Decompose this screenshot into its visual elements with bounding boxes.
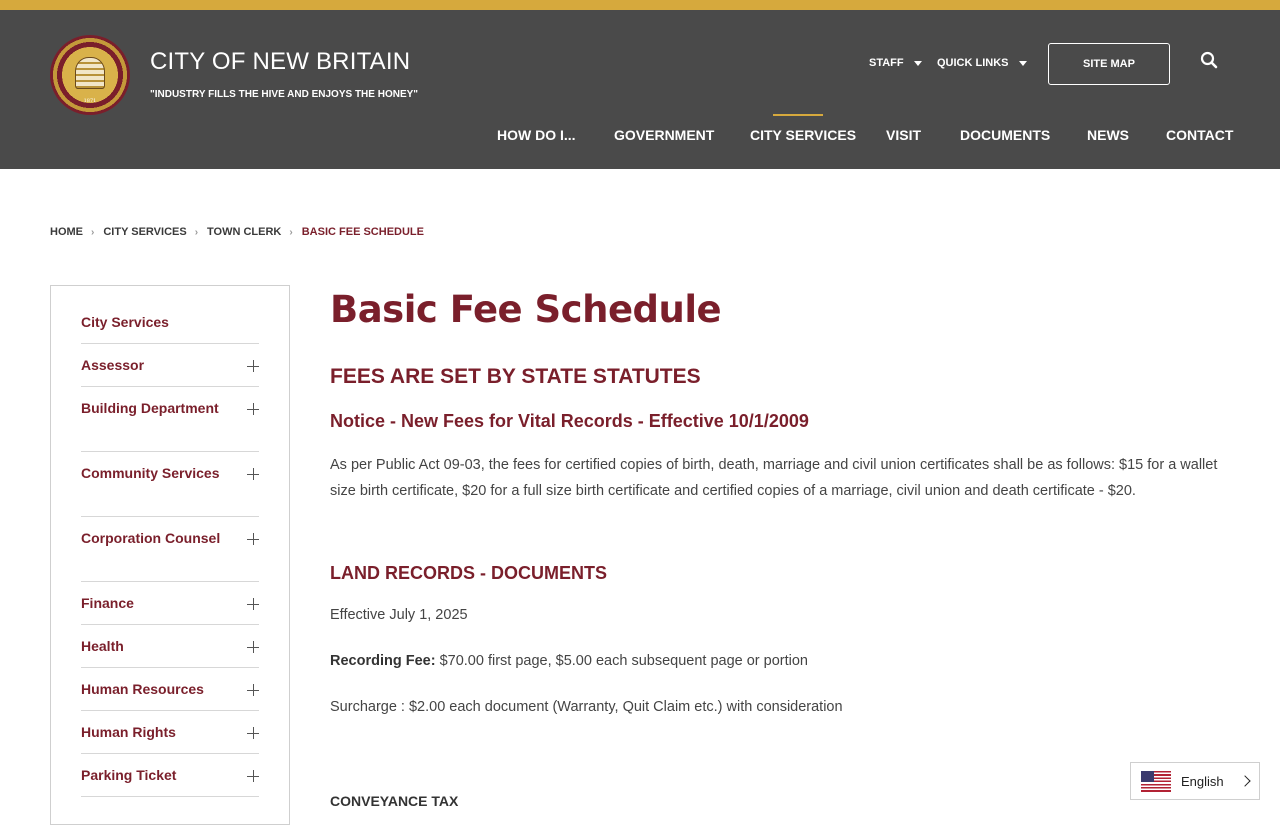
sidebar-divider xyxy=(81,710,259,711)
nav-government[interactable]: GOVERNMENT xyxy=(614,127,715,143)
language-selector[interactable] xyxy=(1130,762,1260,800)
sidebar-item-health[interactable]: Health xyxy=(81,638,124,654)
page-title: Basic Fee Schedule xyxy=(330,288,722,331)
nav-news[interactable]: NEWS xyxy=(1087,127,1129,143)
sidebar-divider xyxy=(81,667,259,668)
chevron-right-icon xyxy=(1239,775,1250,786)
sidebar-divider xyxy=(81,343,259,344)
quick-links-label: QUICK LINKS xyxy=(937,57,1009,69)
nav-documents[interactable]: DOCUMENTS xyxy=(960,127,1051,143)
staff-menu[interactable] xyxy=(869,57,922,69)
sidebar-item-assessor[interactable]: Assessor xyxy=(81,357,145,373)
breadcrumb-current: BASIC FEE SCHEDULE xyxy=(301,226,424,238)
caret-down-icon xyxy=(1019,61,1027,66)
site-header xyxy=(0,10,1280,169)
recording-fee-label: Recording Fee: xyxy=(330,653,436,669)
recording-fee-value: $70.00 first page, $5.00 each subsequent page or portion xyxy=(435,653,808,669)
breadcrumb xyxy=(50,226,424,238)
notice-heading: Notice - New Fees for Vital Records - Effective 10/1/2009 xyxy=(330,411,809,431)
quick-links-menu[interactable] xyxy=(937,57,1027,69)
sidebar-item-human-rights[interactable]: Human Rights xyxy=(81,724,176,740)
nav-contact[interactable]: CONTACT xyxy=(1166,127,1234,143)
expand-plus-icon[interactable] xyxy=(247,468,259,480)
language-label: English xyxy=(1181,774,1224,789)
sidebar-item-human-resources[interactable]: Human Resources xyxy=(81,681,204,697)
conveyance-tax-heading: CONVEYANCE TAX xyxy=(330,793,459,809)
effective-date: Effective July 1, 2025 xyxy=(330,607,468,623)
section-heading-state-statutes: FEES ARE SET BY STATE STATUTES xyxy=(330,365,701,388)
sidebar-divider xyxy=(81,386,259,387)
site-title[interactable]: CITY OF NEW BRITAIN xyxy=(150,48,411,75)
expand-plus-icon[interactable] xyxy=(247,684,259,696)
sidebar-nav xyxy=(50,285,290,825)
expand-plus-icon[interactable] xyxy=(247,533,259,545)
site-map-label: SITE MAP xyxy=(1083,58,1135,70)
top-accent-bar xyxy=(0,0,1280,10)
us-flag-icon xyxy=(1141,771,1171,792)
surcharge: Surcharge : $2.00 each document (Warranty, Quit Claim etc.) with consideration xyxy=(330,699,843,715)
sidebar-divider xyxy=(81,581,259,582)
site-map-button[interactable] xyxy=(1048,43,1170,85)
sidebar-item-building-department[interactable]: Building Department xyxy=(81,400,219,416)
beehive-icon xyxy=(75,57,105,89)
notice-body: As per Public Act 09-03, the fees for certified copies of birth, death, marriage and civil union certificates shall be as follows: $15 for a wallet size birth certificate, $20 for a full size birth certificate and certified copies of a marriage, civil union and death certificate - $20. xyxy=(330,457,1218,499)
caret-down-icon xyxy=(914,61,922,66)
breadcrumb-town-clerk[interactable]: TOWN CLERK xyxy=(207,226,282,238)
sidebar-item-finance[interactable]: Finance xyxy=(81,595,134,611)
expand-plus-icon[interactable] xyxy=(247,598,259,610)
expand-plus-icon[interactable] xyxy=(247,641,259,653)
sidebar-title[interactable]: City Services xyxy=(81,314,169,330)
sidebar-divider xyxy=(81,753,259,754)
site-tagline: "INDUSTRY FILLS THE HIVE AND ENJOYS THE HONEY" xyxy=(150,89,419,100)
breadcrumb-home[interactable]: HOME xyxy=(50,226,83,238)
sidebar-divider xyxy=(81,796,259,797)
expand-plus-icon[interactable] xyxy=(247,770,259,782)
section-heading-land-records: LAND RECORDS - DOCUMENTS xyxy=(330,563,607,583)
expand-plus-icon[interactable] xyxy=(247,403,259,415)
nav-how-do-i[interactable]: HOW DO I... xyxy=(497,127,576,143)
sidebar-divider xyxy=(81,624,259,625)
sidebar-divider xyxy=(81,451,259,452)
city-seal-logo[interactable]: 1871 xyxy=(50,35,130,115)
nav-city-services[interactable]: CITY SERVICES xyxy=(750,127,857,143)
breadcrumb-city-services[interactable]: CITY SERVICES xyxy=(103,226,187,238)
staff-label: STAFF xyxy=(869,57,904,69)
chevron-right-icon: › xyxy=(289,226,293,238)
sidebar-item-parking-ticket[interactable]: Parking Ticket xyxy=(81,767,177,783)
chevron-right-icon: › xyxy=(91,226,95,238)
recording-fee xyxy=(330,648,1230,674)
nav-active-indicator xyxy=(773,114,823,116)
chevron-right-icon: › xyxy=(194,226,199,238)
nav-visit[interactable]: VISIT xyxy=(886,127,922,143)
expand-plus-icon[interactable] xyxy=(247,727,259,739)
sidebar-item-community-services[interactable]: Community Services xyxy=(81,465,220,481)
sidebar-divider xyxy=(81,516,259,517)
sidebar-item-corporation-counsel[interactable]: Corporation Counsel xyxy=(81,530,221,546)
expand-plus-icon[interactable] xyxy=(247,360,259,372)
search-icon[interactable] xyxy=(1200,51,1218,69)
